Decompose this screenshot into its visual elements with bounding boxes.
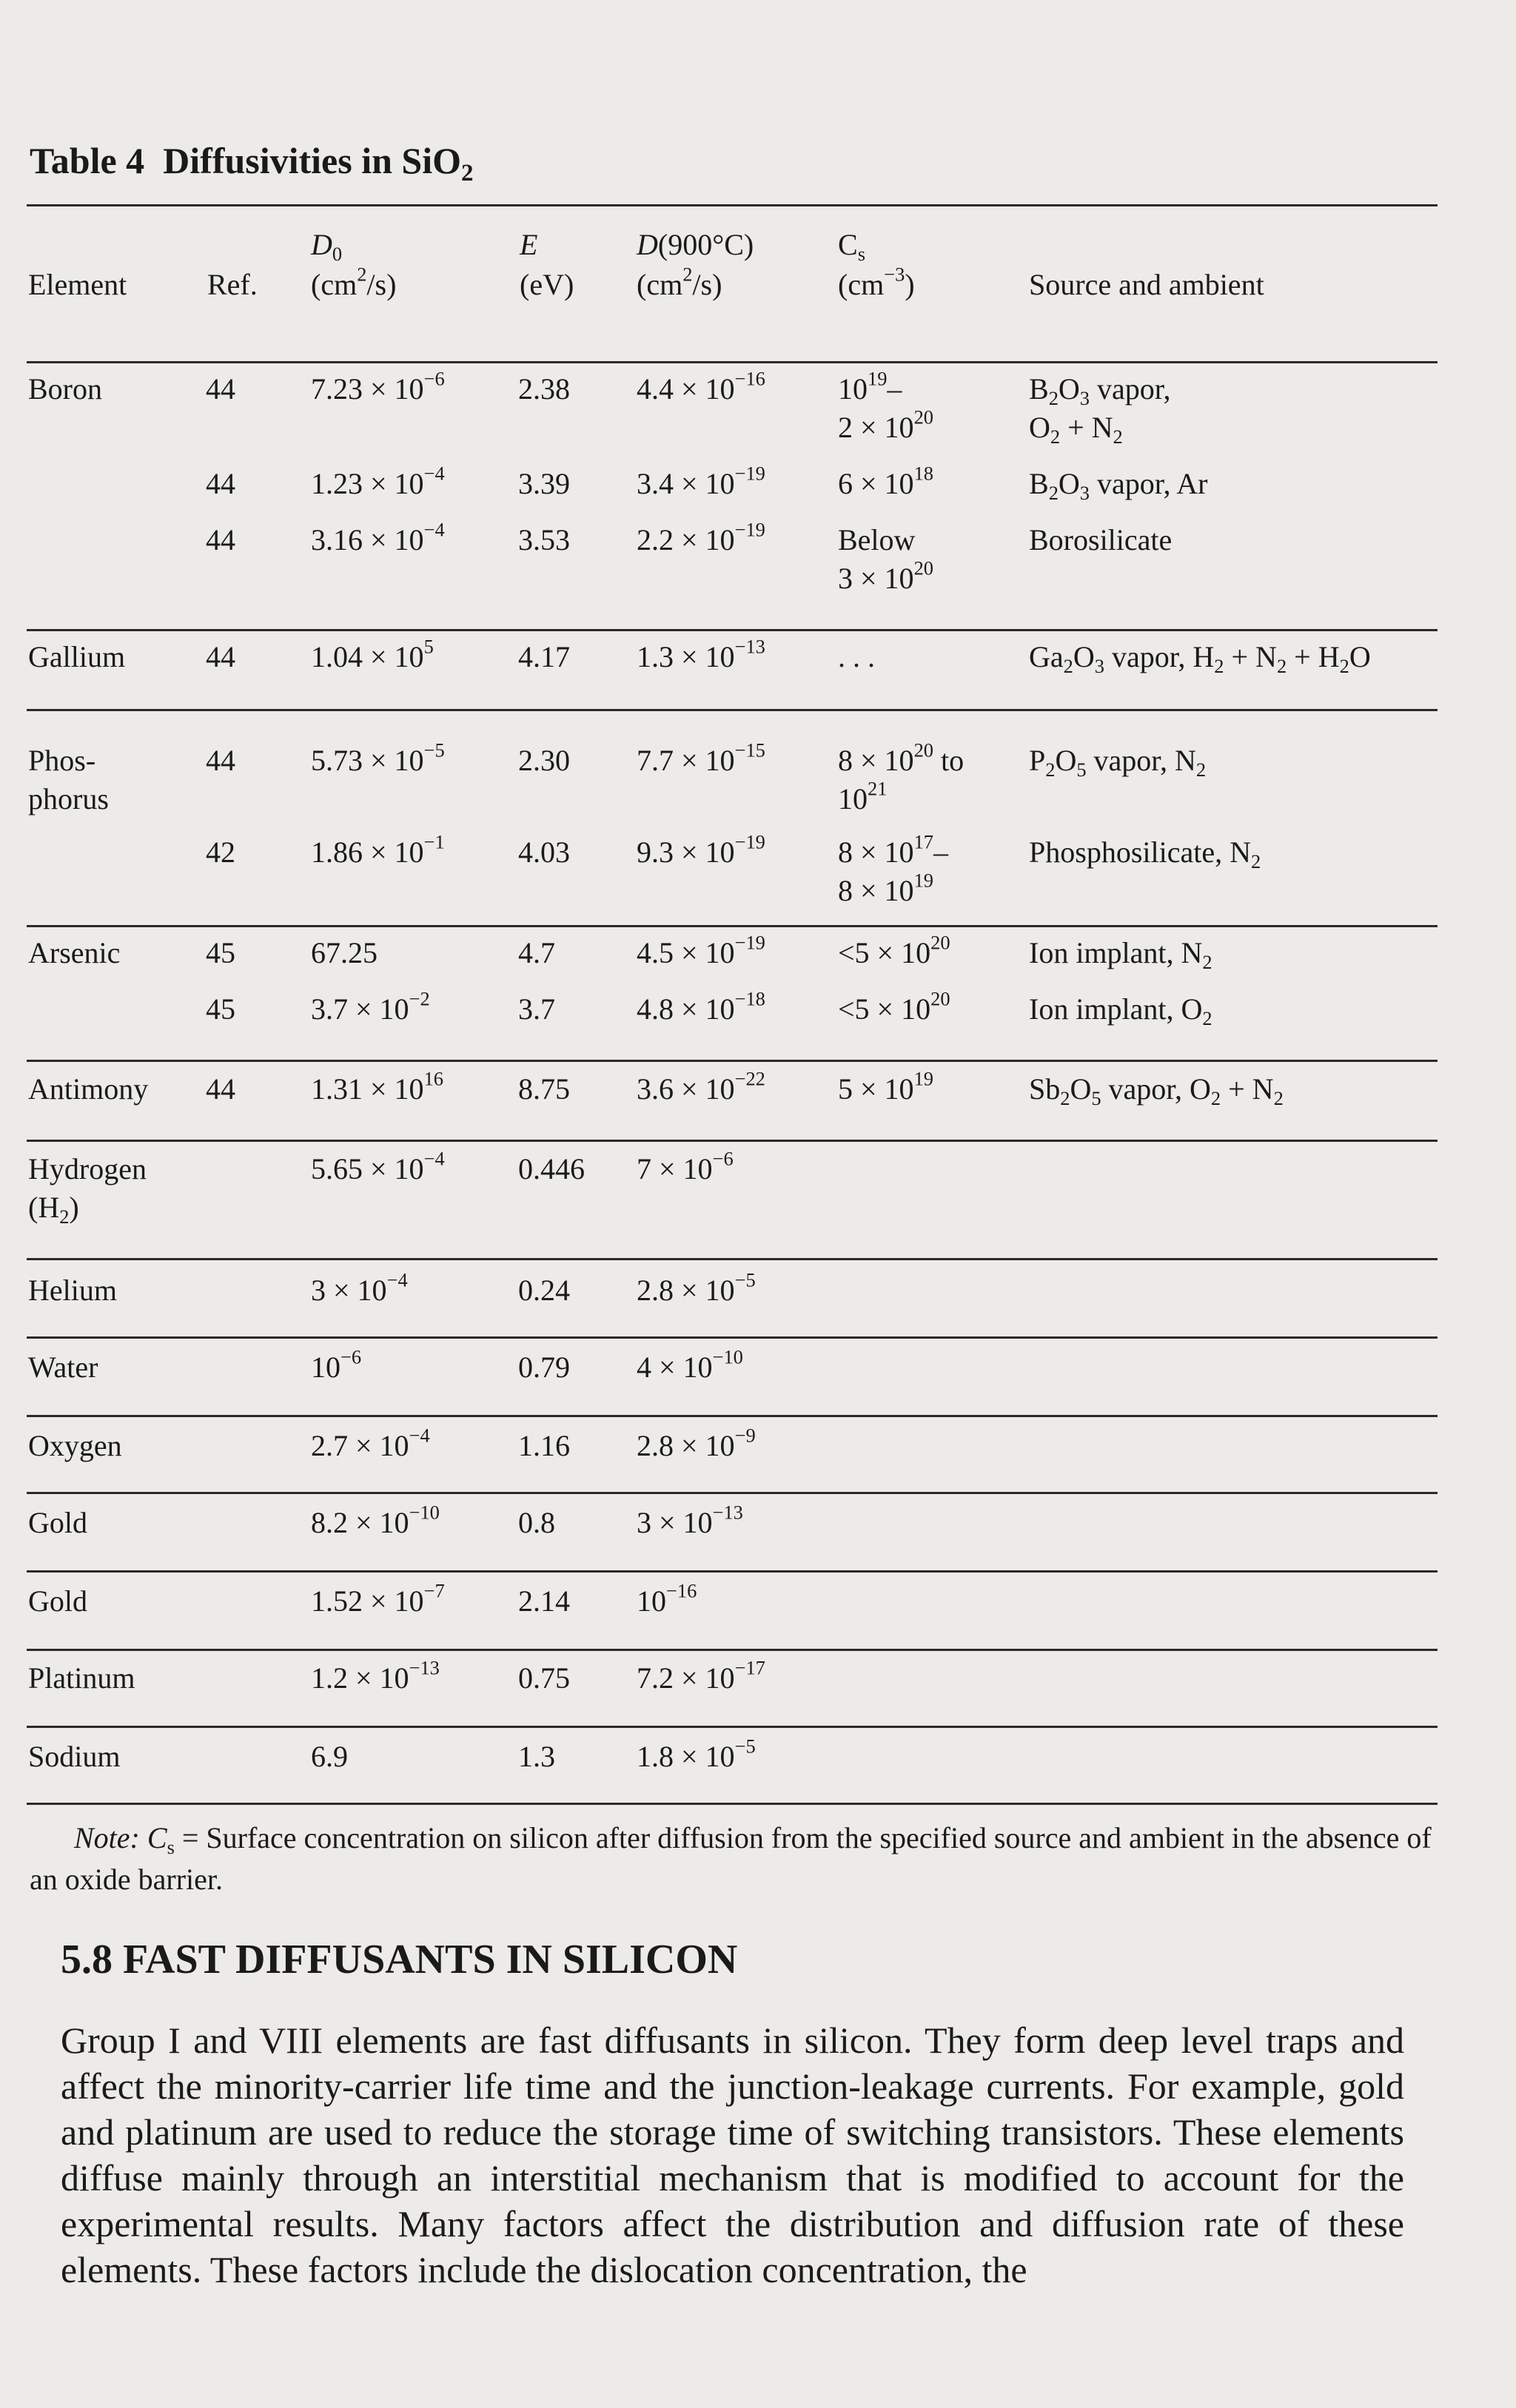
cell-d900: $7.7 \times 10^{-15}$ bbox=[637, 739, 765, 777]
cell-ref: 44 bbox=[206, 640, 235, 673]
cell-source-ambient: Borosilicate bbox=[1029, 523, 1173, 556]
cell-source-ambient: Ion implant, $N_2$ bbox=[1029, 936, 1213, 973]
cell-surface-concentration: $8 \times 10^{20}$ to bbox=[838, 739, 965, 777]
cell-source-ambient: Phosphosilicate, $N_2$ bbox=[1029, 835, 1261, 872]
cell-d900: $2.2 \times 10^{-19}$ bbox=[637, 518, 765, 556]
cell-element: Helium bbox=[28, 1274, 117, 1307]
cell-ref: 45 bbox=[206, 992, 235, 1026]
cell-activation-energy: 8.75 bbox=[518, 1072, 570, 1106]
cell-source-ambient: $P_2O_5$ vapor, $N_2$ bbox=[1029, 744, 1207, 781]
cell-activation-energy: 0.446 bbox=[518, 1152, 585, 1185]
table-caption bbox=[30, 139, 474, 186]
cell-element: Water bbox=[28, 1351, 98, 1384]
cell-ref: 44 bbox=[206, 372, 235, 406]
cell-d0: $1.31 \times 10^{16}$ bbox=[311, 1067, 443, 1106]
cell-d0: $1.04 \times 10^5$ bbox=[311, 635, 434, 673]
column-header-cs: $C_s$ bbox=[838, 228, 865, 265]
cell-element: Gallium bbox=[28, 640, 126, 673]
cell-source-ambient: $B_2O_3$ vapor, bbox=[1029, 372, 1171, 409]
cell-element: Gold bbox=[28, 1584, 87, 1618]
cell-activation-energy: 4.7 bbox=[518, 936, 555, 969]
cell-element: Antimony bbox=[28, 1072, 149, 1106]
cell-element: Sodium bbox=[28, 1740, 121, 1773]
row-divider bbox=[27, 1258, 1438, 1260]
cell-element-line2: $(H_2)$ bbox=[28, 1191, 79, 1228]
cell-surface-concentration: Below bbox=[838, 523, 916, 556]
cell-surface-concentration-line2: $3 \times 10^{20}$ bbox=[838, 556, 933, 595]
cell-ref: 44 bbox=[206, 744, 235, 777]
cell-surface-concentration: $8 \times 10^{17}-$ bbox=[838, 830, 948, 869]
table-header-rule bbox=[27, 361, 1438, 363]
note-text: = Surface concentration on silicon after diffusion from the specified source and ambient in the absence of an oxide barrier. bbox=[30, 1821, 1432, 1896]
cell-source-ambient: Ion implant, $O_2$ bbox=[1029, 992, 1213, 1029]
row-divider bbox=[27, 1415, 1438, 1417]
cell-element: Gold bbox=[28, 1506, 87, 1539]
cell-surface-concentration: $<5 \times 10^{20}$ bbox=[838, 931, 950, 969]
cell-d900: $7.2 \times 10^{-17}$ bbox=[637, 1656, 765, 1695]
cell-d900: $4.4 \times 10^{-16}$ bbox=[637, 367, 765, 406]
row-divider bbox=[27, 1140, 1438, 1142]
cell-d0: $1.23 \times 10^{-4}$ bbox=[311, 462, 445, 500]
cell-element-line2: phorus bbox=[28, 782, 109, 815]
cell-d900: $2.8 \times 10^{-9}$ bbox=[637, 1424, 756, 1462]
cell-surface-concentration: $<5 \times 10^{20}$ bbox=[838, 987, 950, 1026]
table-title: Diffusivities in SiO bbox=[163, 140, 461, 181]
cell-d0: $8.2 \times 10^{-10}$ bbox=[311, 1501, 440, 1539]
cell-d900: $3 \times 10^{-13}$ bbox=[637, 1501, 743, 1539]
cell-source-ambient-line2: $O_2 + N_2$ bbox=[1029, 411, 1123, 448]
table-label: Table 4 bbox=[30, 140, 145, 181]
column-header-ref: Ref. bbox=[207, 268, 258, 301]
row-divider bbox=[27, 629, 1438, 631]
cell-d900: $3.4 \times 10^{-19}$ bbox=[637, 462, 765, 500]
cell-source-ambient: $B_2O_3$ vapor, Ar bbox=[1029, 467, 1208, 504]
cell-activation-energy: 4.03 bbox=[518, 835, 570, 869]
cell-activation-energy: 3.7 bbox=[518, 992, 555, 1026]
cell-element: Phos- bbox=[28, 744, 96, 777]
cell-activation-energy: 2.38 bbox=[518, 372, 570, 406]
cell-activation-energy: 2.30 bbox=[518, 744, 570, 777]
column-header-d900-unit: $(cm^2/s)$ bbox=[637, 263, 722, 301]
cell-element: Oxygen bbox=[28, 1429, 122, 1462]
cell-d900: $2.8 \times 10^{-5}$ bbox=[637, 1268, 756, 1307]
column-header-source: Source and ambient bbox=[1029, 268, 1264, 301]
cell-activation-energy: 1.3 bbox=[518, 1740, 555, 1773]
cell-activation-energy: 0.8 bbox=[518, 1506, 555, 1539]
column-header-e-unit: (eV) bbox=[520, 268, 574, 301]
cell-d0: $1.86 \times 10^{-1}$ bbox=[311, 830, 445, 869]
cell-surface-concentration: $5 \times 10^{19}$ bbox=[838, 1067, 933, 1106]
cell-d0: $10^{-6}$ bbox=[311, 1345, 362, 1384]
cell-activation-energy: 0.79 bbox=[518, 1351, 570, 1384]
cell-element: Platinum bbox=[28, 1661, 135, 1695]
table-top-rule bbox=[27, 204, 1438, 206]
section-heading: 5.8 FAST DIFFUSANTS IN SILICON bbox=[61, 1937, 738, 1982]
cell-d0: $3.16 \times 10^{-4}$ bbox=[311, 518, 445, 556]
row-divider bbox=[27, 1060, 1438, 1062]
cell-activation-energy: 1.16 bbox=[518, 1429, 570, 1462]
note-symbol: C bbox=[147, 1821, 167, 1854]
note-label: Note: bbox=[74, 1821, 140, 1854]
cell-source-ambient: $Sb_2O_5$ vapor, $O_2 + N_2$ bbox=[1029, 1072, 1284, 1109]
cell-d0: $5.73 \times 10^{-5}$ bbox=[311, 739, 445, 777]
column-header-element: Element bbox=[28, 268, 127, 301]
row-divider bbox=[27, 925, 1438, 927]
cell-activation-energy: 3.39 bbox=[518, 467, 570, 500]
cell-element: Boron bbox=[28, 372, 102, 406]
cell-d0: $3.7 \times 10^{-2}$ bbox=[311, 987, 430, 1026]
column-header-d0: $D_0$ bbox=[311, 228, 343, 265]
row-divider bbox=[27, 1570, 1438, 1573]
row-divider bbox=[27, 709, 1438, 711]
cell-d900: $10^{-16}$ bbox=[637, 1579, 697, 1618]
cell-element: Arsenic bbox=[28, 936, 121, 969]
column-header-d900: D(900°C) bbox=[637, 228, 754, 261]
cell-source-ambient: $Ga_2O_3$ vapor, $H_2 + N_2 + H_2O$ bbox=[1029, 640, 1371, 677]
cell-d900: $4 \times 10^{-10}$ bbox=[637, 1345, 743, 1384]
cell-d0: $1.2 \times 10^{-13}$ bbox=[311, 1656, 440, 1695]
column-header-d0-unit: $(cm^2/s)$ bbox=[311, 263, 397, 301]
cell-surface-concentration-line2: $10^{21}$ bbox=[838, 777, 888, 815]
row-divider bbox=[27, 1492, 1438, 1494]
section-body-paragraph: Group I and VIII elements are fast diffusants in silicon. They form deep level traps and affect the minority-carrier life time and the junction-leakage currents. For example, gold and platinum are used to reduce the storage time of switching transistors. These elements diffuse mainly through an interstitial mechanism that is modified to account for the experimental results. Many factors affect the distribution and diffusion rate of these elements. These factors include the dislocation concentration, the bbox=[61, 2019, 1404, 2290]
cell-d900: $9.3 \times 10^{-19}$ bbox=[637, 830, 765, 869]
cell-activation-energy: 0.75 bbox=[518, 1661, 570, 1695]
cell-d0: $2.7 \times 10^{-4}$ bbox=[311, 1424, 430, 1462]
cell-activation-energy: 4.17 bbox=[518, 640, 570, 673]
cell-d900: $1.8 \times 10^{-5}$ bbox=[637, 1735, 756, 1773]
table-bottom-rule bbox=[27, 1803, 1438, 1805]
cell-d0: 67.25 bbox=[311, 936, 378, 969]
cell-surface-concentration-line2: $8 \times 10^{19}$ bbox=[838, 869, 933, 907]
cell-d900: $7 \times 10^{-6}$ bbox=[637, 1147, 734, 1185]
cell-d0: 6.9 bbox=[311, 1740, 348, 1773]
cell-activation-energy: 3.53 bbox=[518, 523, 570, 556]
row-divider bbox=[27, 1726, 1438, 1728]
cell-ref: 44 bbox=[206, 1072, 235, 1106]
cell-surface-concentration: . . . bbox=[838, 640, 875, 673]
table-title-subscript: 2 bbox=[461, 159, 474, 186]
cell-d0: $1.52 \times 10^{-7}$ bbox=[311, 1579, 445, 1618]
row-divider bbox=[27, 1336, 1438, 1339]
cell-d900: $3.6 \times 10^{-22}$ bbox=[637, 1067, 765, 1106]
cell-activation-energy: 2.14 bbox=[518, 1584, 570, 1618]
column-header-e: E bbox=[520, 228, 538, 261]
cell-d900: $4.8 \times 10^{-18}$ bbox=[637, 987, 765, 1026]
row-divider bbox=[27, 1649, 1438, 1651]
cell-surface-concentration-line2: $2 \times 10^{20}$ bbox=[838, 406, 933, 444]
cell-d0: $3 \times 10^{-4}$ bbox=[311, 1268, 408, 1307]
cell-surface-concentration: $10^{19}-$ bbox=[838, 367, 902, 406]
cell-d900: $1.3 \times 10^{-13}$ bbox=[637, 635, 765, 673]
cell-element: Hydrogen bbox=[28, 1152, 147, 1185]
cell-ref: 44 bbox=[206, 523, 235, 556]
column-header-cs-unit: $(cm^{-3})$ bbox=[838, 263, 915, 301]
table-note: Note: $C_s$ = Surface concentration on silicon after diffusion from the specified source and ambient in the absence of an oxide barrier. bbox=[30, 1821, 1432, 1896]
cell-ref: 44 bbox=[206, 467, 235, 500]
cell-d0: $5.65 \times 10^{-4}$ bbox=[311, 1147, 445, 1185]
cell-surface-concentration: $6 \times 10^{18}$ bbox=[838, 462, 933, 500]
cell-ref: 45 bbox=[206, 936, 235, 969]
cell-activation-energy: 0.24 bbox=[518, 1274, 570, 1307]
cell-d900: $4.5 \times 10^{-19}$ bbox=[637, 931, 765, 969]
cell-d0: $7.23 \times 10^{-6}$ bbox=[311, 367, 445, 406]
cell-ref: 42 bbox=[206, 835, 235, 869]
